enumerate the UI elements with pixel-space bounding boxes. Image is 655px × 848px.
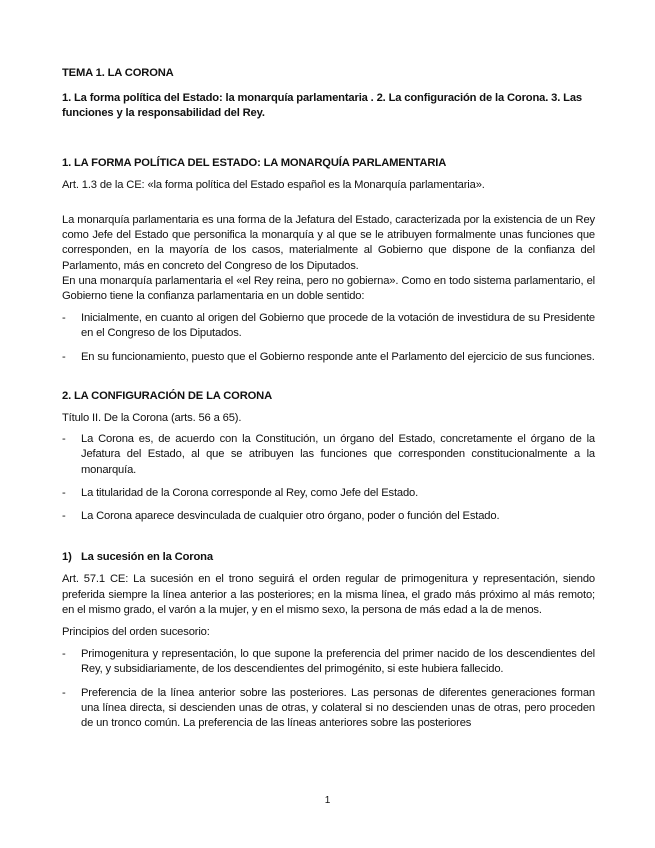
topic-title: TEMA 1. LA CORONA xyxy=(62,67,174,79)
section1-article: Art. 1.3 de la CE: «la forma política del Estado español es la Monarquía parlamentaria». xyxy=(62,178,485,191)
subsection-article: Art. 57.1 CE: La sucesión en el trono seguirá el orden regular de primogenitura y representación, siendo preferida siempre la línea anterior a las posteriores; en la misma línea, el grado más próximo al más remoto; en el mismo grado, el varón a la mujer, y en el mismo sexo, la persona de más edad a la de menos. xyxy=(62,573,595,616)
section1-heading: 1. LA FORMA POLÍTICA DEL ESTADO: LA MONARQUÍA PARLAMENTARIA xyxy=(62,156,447,169)
list-item: - La Corona es, de acuerdo con la Constitución, un órgano del Estado, concretamente el órgano de la Jefatura del Estado, al que se atribuyen las funciones que corresponden constitucionalmente a la monarquía. xyxy=(62,432,595,478)
subsection-number: 1) xyxy=(62,551,72,564)
subsection-title: La sucesión en la Corona xyxy=(81,551,213,564)
topic-subtitle: 1. La forma política del Estado: la monarquía parlamentaria . 2. La configuración de la Corona. 3. Las funciones y la responsabilidad del Rey. xyxy=(62,92,582,120)
list-item: - Inicialmente, en cuanto al origen del Gobierno que procede de la votación de investidura de su Presidente en el Congreso de los Diputados. xyxy=(62,311,595,341)
section1-paragraph2: En una monarquía parlamentaria el «el Rey reina, pero no gobierna». Como en todo sistema parlamentario, el Gobierno tiene la confianza parlamentaria en un doble sentido: xyxy=(62,274,595,303)
section1-list xyxy=(62,311,595,365)
list-item: - La Corona aparece desvinculada de cualquier otro órgano, poder o función del Estado. xyxy=(62,509,595,524)
principles-label: Principios del orden sucesorio: xyxy=(62,626,210,639)
list-item: - La titularidad de la Corona corresponde al Rey, como Jefe del Estado. xyxy=(62,486,595,501)
section1-paragraph1: La monarquía parlamentaria es una forma de la Jefatura del Estado, caracterizada por la existencia de un Rey como Jefe del Estado que personifica la monarquía y al que se le atribuyen formalmente unas funciones que corresponden, en la mayoría de los casos, materialmente al Gobierno que dispone de la confianza del Parlamento, más en concreto del Congreso de los Diputados. xyxy=(62,214,595,272)
page-content xyxy=(62,66,595,739)
section2-heading: 2. LA CONFIGURACIÓN DE LA CORONA xyxy=(62,389,273,402)
list-item: - Preferencia de la línea anterior sobre las posteriores. Las personas de diferentes generaciones forman una línea directa, si descienden unas de otras, y colateral si no descienden unas de otras, pero proceden de un tronco común. La preferencia de las líneas anteriores sobre las posteriores xyxy=(62,686,595,732)
subsection-heading xyxy=(62,550,595,565)
list-item: - Primogenitura y representación, lo que supone la preferencia del primer nacido de los descendientes del Rey, y subsidiariamente, de los descendientes del primogénito, si este hubiera fallecido. xyxy=(62,647,595,677)
list-item: - En su funcionamiento, puesto que el Gobierno responde ante el Parlamento del ejercicio de sus funciones. xyxy=(62,350,595,365)
principles-list xyxy=(62,647,595,731)
section2-list xyxy=(62,432,595,524)
section2-reference: Título II. De la Corona (arts. 56 a 65). xyxy=(62,412,242,425)
page-number: 1 xyxy=(324,795,331,806)
